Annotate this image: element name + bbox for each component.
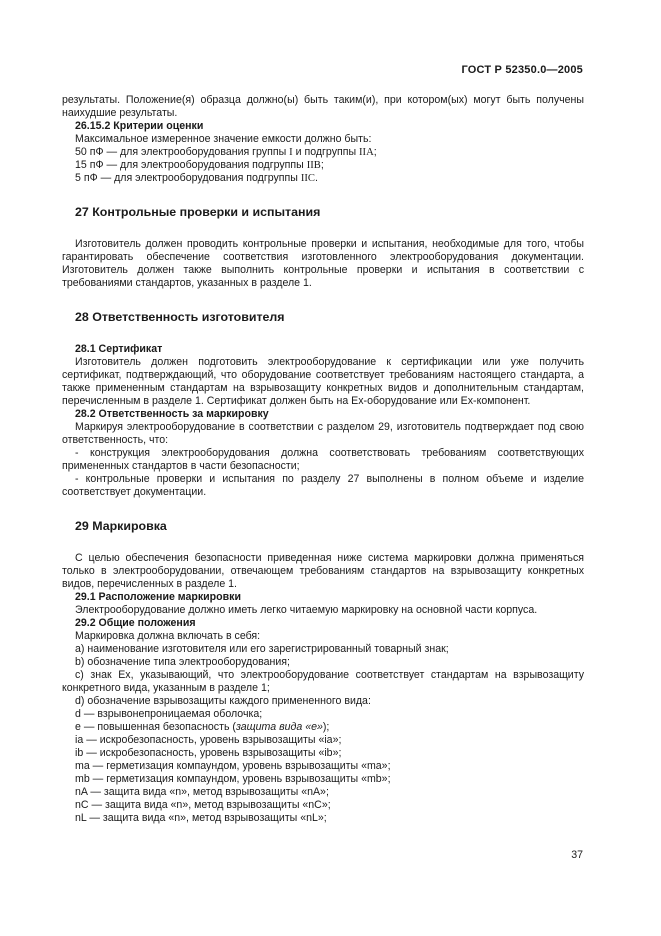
list-item: b) обозначение типа электрооборудования;	[75, 656, 290, 668]
section-28-title: 28 Ответственность изготовителя	[75, 310, 285, 324]
list-item: a) наименование изготовителя или его зарегистрированный товарный знак;	[75, 643, 449, 655]
bullet-item: - контрольные проверки и испытания по разделу 27 выполнены в полном объеме и изделие соответствует документации.	[62, 473, 584, 498]
protection-type-item: ia — искробезопасность, уровень взрывозащиты «ia»;	[75, 734, 342, 746]
protection-type-item: ma — герметизация компаундом, уровень взрывозащиты «ma»;	[75, 760, 391, 772]
section-27-title: 27 Контрольные проверки и испытания	[75, 205, 321, 219]
section-29-intro: С целью обеспечения безопасности приведенная ниже система маркировки должна применяться только в электрооборудовании, отвечающем требованиям стандартов на взрывозащиту конкретных видов, перечисленных в разделе 1.	[62, 552, 584, 590]
capacitance-line-1: 50 пФ — для электрооборудования группы I и подгруппы IIA;	[75, 146, 377, 158]
subsection-26-15-2-heading: 26.15.2 Критерии оценки	[75, 120, 204, 132]
intro-paragraph: результаты. Положение(я) образца должно(ы) быть таким(и), при котором(ых) могут быть получены наихудшие результаты.	[62, 94, 584, 119]
protection-type-item: nC — защита вида «n», метод взрывозащиты «nC»;	[75, 799, 331, 811]
subsection-29-1-body: Электрооборудование должно иметь легко читаемую маркировку на основной части корпуса.	[75, 604, 538, 616]
protection-type-item: ib — искробезопасность, уровень взрывозащиты «ib»;	[75, 747, 342, 759]
subsection-28-2-body: Маркируя электрооборудование в соответствии с разделом 29, изготовитель подтверждает под свою ответственность, что:	[62, 421, 584, 446]
protection-type-item: mb — герметизация компаундом, уровень взрывозащиты «mb»;	[75, 773, 391, 785]
capacitance-line-3: 5 пФ — для электрооборудования подгруппы IIC.	[75, 172, 318, 184]
document-code: ГОСТ Р 52350.0—2005	[461, 64, 583, 76]
bullet-item: - конструкция электрооборудования должна соответствовать требованиям соответствующих примененных стандартов в части безопасности;	[62, 447, 584, 472]
protection-type-item: d — взрывонепроницаемая оболочка;	[75, 708, 263, 720]
subsection-29-1-heading: 29.1 Расположение маркировки	[75, 591, 241, 603]
protection-type-item: nL — защита вида «n», метод взрывозащиты «nL»;	[75, 812, 327, 824]
list-item: d) обозначение взрывозащиты каждого примененного вида:	[75, 695, 371, 707]
section-29-title: 29 Маркировка	[75, 519, 167, 533]
subsection-28-2-heading: 28.2 Ответственность за маркировку	[75, 408, 269, 420]
subsection-29-2-heading: 29.2 Общие положения	[75, 617, 196, 629]
capacitance-line-2: 15 пФ — для электрооборудования подгруппы IIB;	[75, 159, 324, 171]
capacitance-lead: Максимальное измеренное значение емкости должно быть:	[75, 133, 372, 145]
protection-type-item: nA — защита вида «n», метод взрывозащиты «nA»;	[75, 786, 329, 798]
section-27-body: Изготовитель должен проводить контрольные проверки и испытания, необходимые для того, чтобы гарантировать обеспечение соответствия изготовленного электрооборудования документации. Изготовитель должен также выполнить контрольные проверки и испытания в соответствии с требованиями стандартов, указанных в разделе 1.	[62, 238, 584, 289]
protection-type-item: e — повышенная безопасность (защита вида «e»);	[75, 721, 330, 733]
subsection-28-1-body: Изготовитель должен подготовить электрооборудование к сертификации или уже получить сертификат, подтверждающий, что оборудование соответствует требованиям настоящего стандарта, а также примененным стандартам на взрывозащиту конкретных видов и дополнительным стандартам, перечисленным в разделе 1. Сертификат должен быть на Ех-оборудование или Ех-компонент.	[62, 356, 584, 407]
page-number: 37	[571, 849, 583, 861]
page-content	[62, 94, 584, 825]
subsection-28-1-heading: 28.1 Сертификат	[75, 343, 163, 355]
marking-lead: Маркировка должна включать в себя:	[75, 630, 261, 642]
list-item: c) знак Ex, указывающий, что электрооборудование соответствует стандартам на взрывозащиту конкретного вида, указанным в разделе 1;	[62, 669, 584, 694]
